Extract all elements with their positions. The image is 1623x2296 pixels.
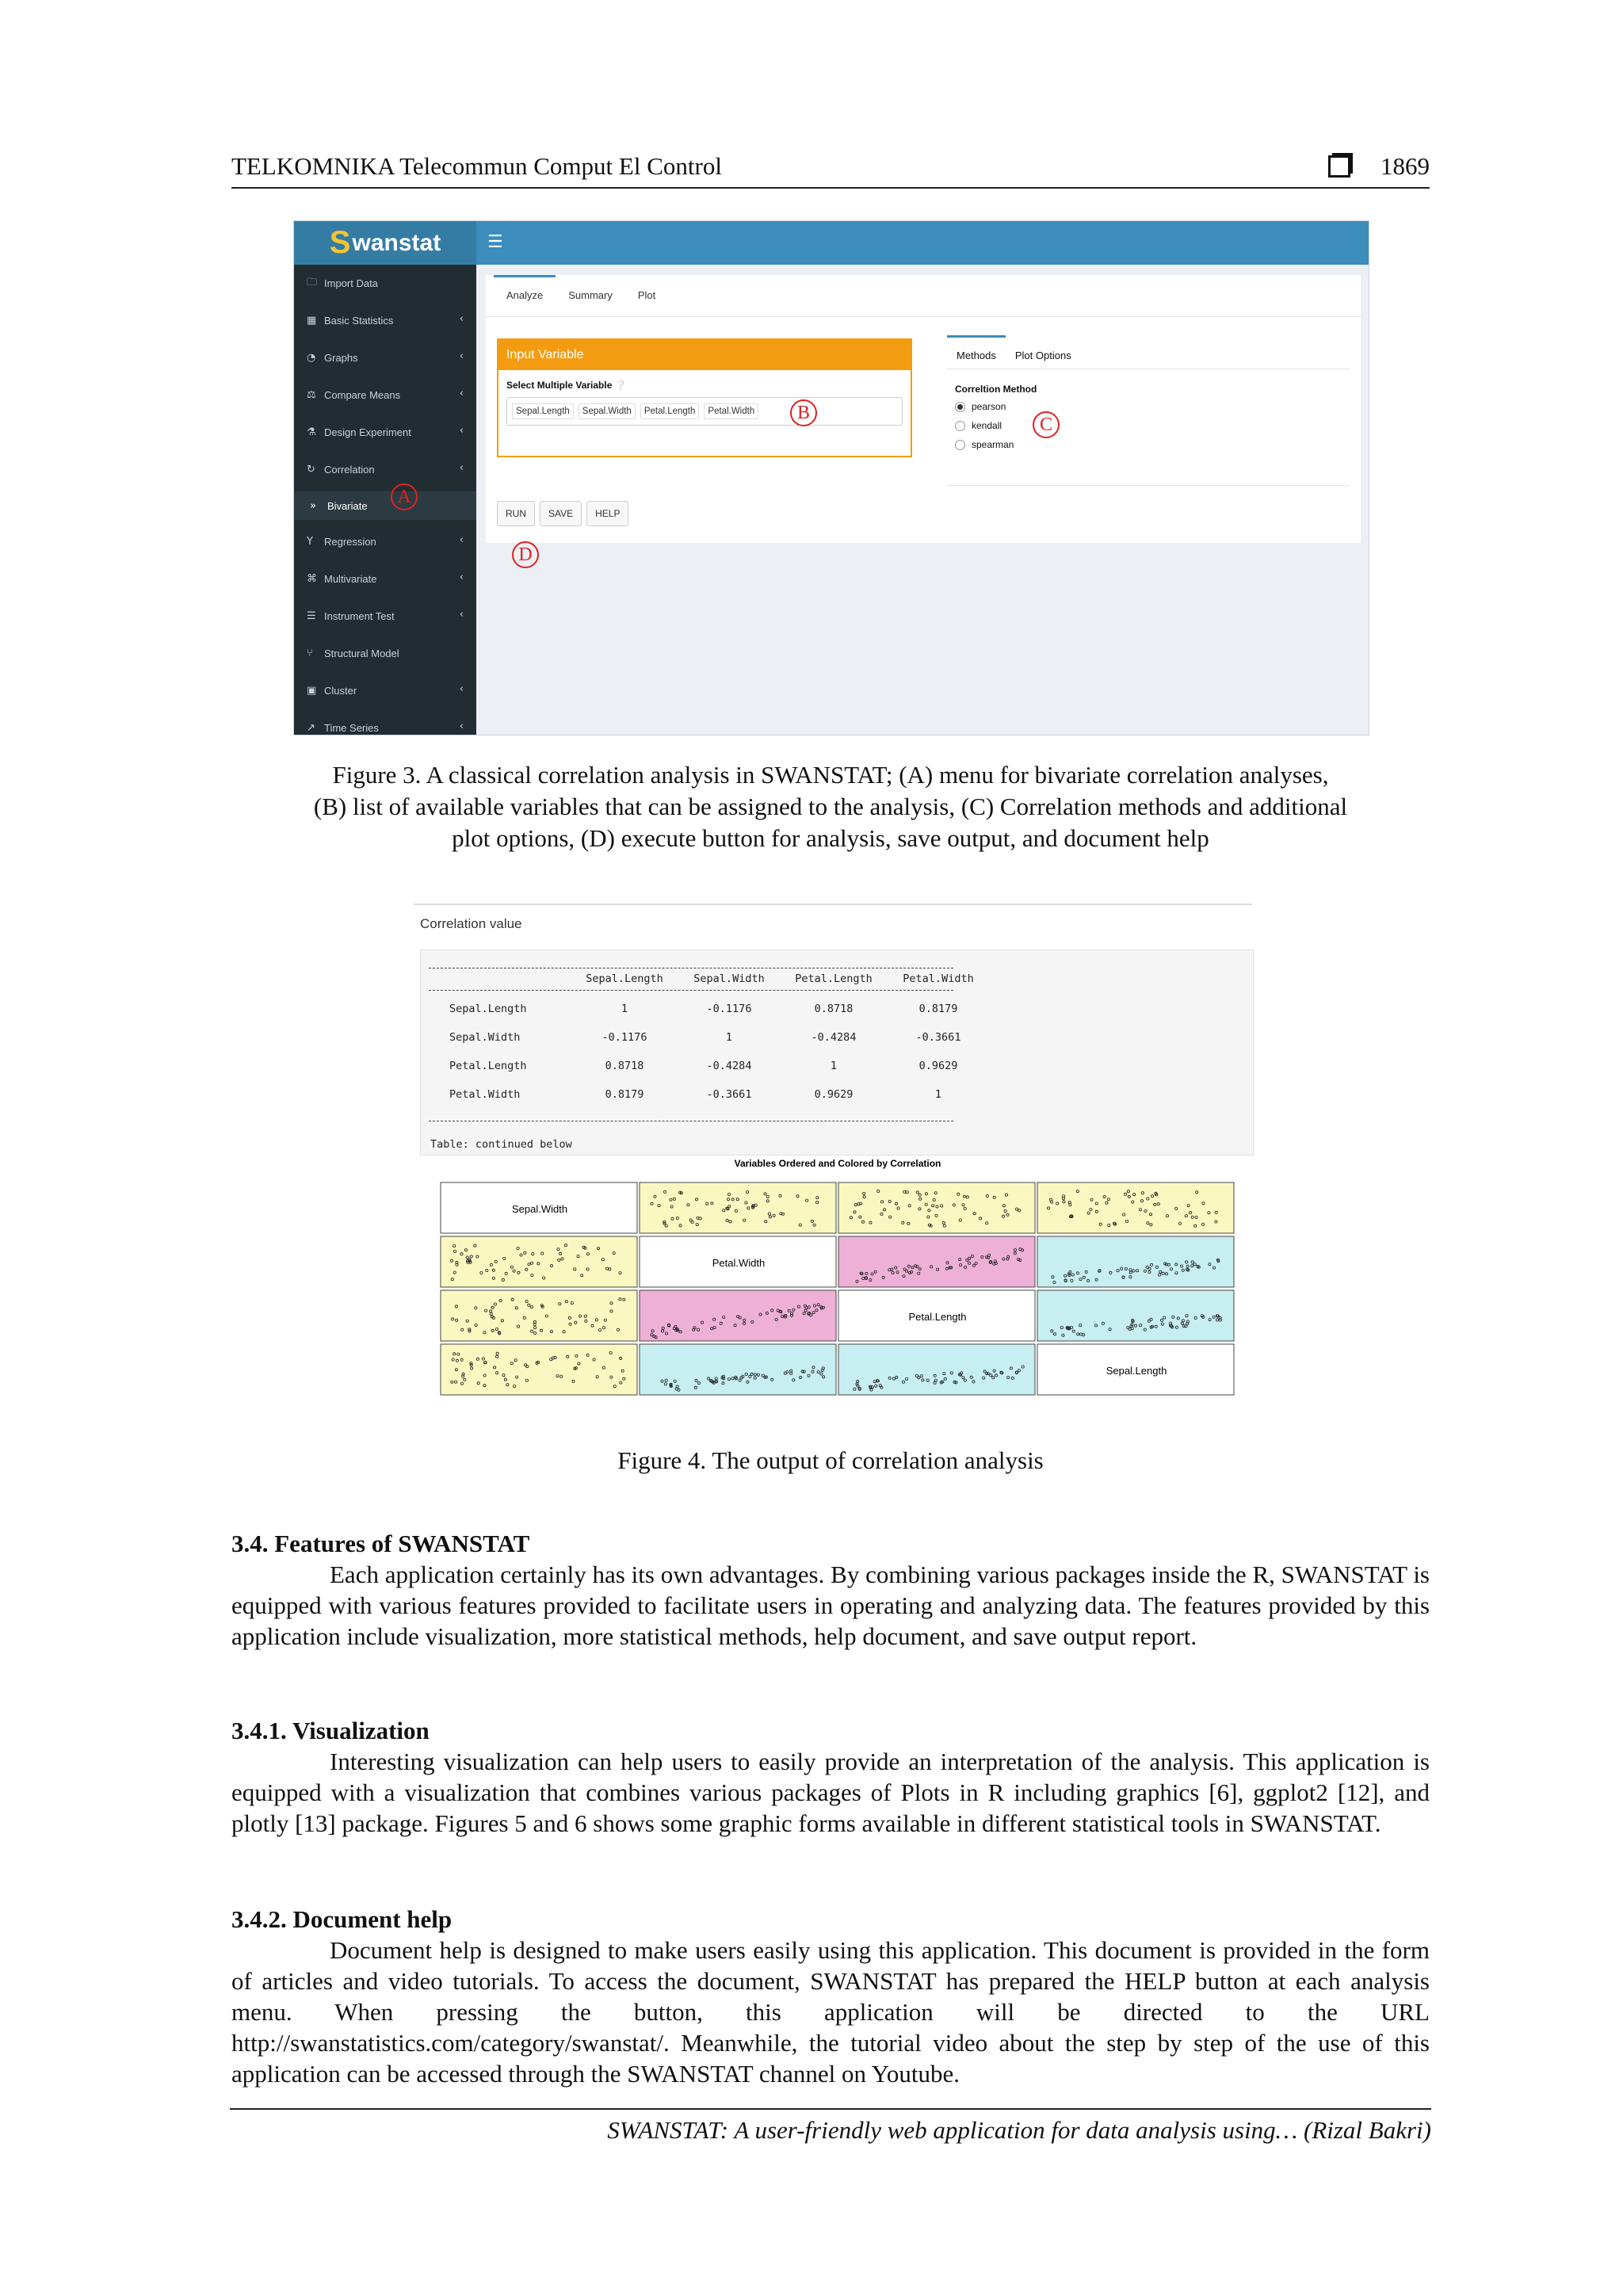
section-heading: 3.4.2. Document help: [231, 1905, 453, 1933]
chevron-left-icon: ‹: [459, 313, 464, 325]
sidebar-item-compare-means[interactable]: [294, 376, 476, 414]
table-cell: 0.9629: [918, 1060, 958, 1072]
line-chart-icon: ↗: [307, 722, 315, 734]
folder-icon: 🗀: [307, 276, 318, 288]
sidebar: [294, 265, 476, 735]
methods-tabs: [947, 335, 1350, 369]
sidebar-item-basic-statistics[interactable]: [294, 302, 476, 339]
radio-spearman[interactable]: spearman: [955, 439, 1350, 450]
table-header-cell: Sepal.Length: [586, 972, 663, 985]
top-navbar: [476, 221, 1369, 265]
pairs-scatter-panel: [1037, 1182, 1234, 1233]
tab-divider: [486, 316, 1361, 317]
sidebar-item-label: Time Series: [324, 722, 379, 734]
table-cell: 0.8718: [605, 1060, 644, 1072]
sidebar-item-label: Graphs: [324, 352, 358, 364]
marker-a: A: [391, 483, 418, 510]
pie-icon: ◔: [307, 352, 316, 364]
table-cell: -0.1176: [706, 1003, 752, 1015]
rule: [414, 904, 1252, 905]
table-header-cell: Petal.Length: [795, 972, 873, 985]
variable-chip[interactable]: Petal.Width: [704, 403, 758, 419]
chevron-left-icon: ‹: [459, 534, 464, 546]
radio-icon[interactable]: [955, 421, 965, 431]
section-visualization: [231, 1715, 1430, 1839]
sidebar-item-label: Regression: [324, 536, 376, 548]
save-button[interactable]: SAVE: [540, 501, 582, 526]
journal-title: TELKOMNIKA Telecommun Comput El Control: [231, 152, 722, 180]
sidebar-item-label: Bivariate: [327, 499, 368, 512]
sidebar-item-label: Design Experiment: [324, 426, 411, 438]
action-buttons: [497, 501, 628, 526]
sidebar-item-label: Import Data: [324, 277, 378, 289]
chevron-left-icon: ‹: [459, 350, 464, 362]
sidebar-item-label: Multivariate: [324, 573, 377, 585]
table-header-cell: Petal.Width: [903, 972, 974, 985]
section-heading: 3.4. Features of SWANSTAT: [231, 1530, 530, 1557]
chevron-left-icon: ‹: [459, 683, 464, 695]
chevron-left-icon: ‹: [459, 571, 464, 583]
sidebar-item-label: Correlation: [324, 464, 375, 476]
select-variable-label: Select Multiple Variable ❔: [506, 380, 627, 391]
table-cell: -0.4284: [811, 1031, 857, 1044]
pairs-diagonal-label: Petal.Length: [908, 1311, 967, 1323]
radio-icon[interactable]: [955, 440, 965, 450]
chevron-left-icon: ‹: [459, 720, 464, 732]
variable-chip[interactable]: Petal.Length: [640, 403, 700, 419]
tab-plot[interactable]: Plot: [637, 289, 656, 301]
pairs-scatter-panel: [1037, 1290, 1234, 1341]
running-header: [231, 152, 1430, 189]
table-cell: 0.8179: [605, 1088, 644, 1101]
sidebar-item-time-series[interactable]: [294, 709, 476, 735]
sidebar-item-import-data[interactable]: [294, 265, 476, 302]
sidebar-item-correlation[interactable]: [294, 451, 476, 488]
pairs-scatter-panel: [640, 1182, 836, 1233]
sidebar-item-label: Cluster: [324, 685, 357, 697]
table-cell: 0.9629: [814, 1088, 854, 1101]
double-chevron-icon: »: [310, 499, 316, 512]
table-footer: Table: continued below: [430, 1138, 572, 1151]
figure4-caption: Figure 4. The output of correlation analysis: [617, 1446, 1044, 1474]
help-button[interactable]: HELP: [586, 501, 628, 526]
figure3-caption: Figure 3. A classical correlation analysis in SWANSTAT; (A) menu for bivariate correlation analyses, (B) list of available variables that can be assigned to the analysis, (C) Correlation methods and additional plot options, (D) execute button for analysis, save output, and document help: [313, 761, 1348, 852]
balance-icon: ⚖: [307, 389, 316, 401]
variable-chip[interactable]: Sepal.Width: [579, 403, 636, 419]
table-cell: 0.8718: [814, 1003, 854, 1015]
marker-d: D: [512, 541, 539, 568]
page-number: 1869: [1381, 152, 1430, 180]
variable-chip[interactable]: Sepal.Length: [512, 403, 574, 419]
sidebar-item-design-experiment[interactable]: [294, 414, 476, 451]
figure3-app-screenshot: [293, 220, 1369, 735]
cluster-icon: ▣: [307, 685, 317, 697]
table-row-label: Petal.Length: [449, 1060, 527, 1072]
chevron-left-icon: ‹: [459, 609, 464, 621]
tab-analyze[interactable]: Analyze: [494, 275, 556, 316]
pairs-scatter-panel: [441, 1290, 637, 1341]
pairs-scatter-panel: [838, 1236, 1035, 1287]
table-cell: 1: [934, 1088, 942, 1101]
marker-b: B: [790, 399, 817, 426]
methods-divider: [947, 485, 1350, 486]
square-icon: [1328, 155, 1350, 178]
pairs-scatter-panel: [441, 1344, 637, 1395]
running-footer: [230, 2108, 1431, 2144]
sidebar-item-bivariate[interactable]: [294, 491, 476, 520]
sidebar-item-graphs[interactable]: [294, 339, 476, 376]
chevron-left-icon: ‹: [459, 462, 464, 474]
section-features: [231, 1528, 1430, 1652]
sidebar-item-regression[interactable]: [294, 523, 476, 560]
table-cell: -0.1176: [601, 1031, 647, 1044]
refresh-icon: ↻: [307, 464, 315, 476]
pairs-scatter-panel: [838, 1344, 1035, 1395]
tab-summary[interactable]: Summary: [568, 289, 613, 301]
pairs-plot-title: Variables Ordered and Colored by Correlation: [734, 1158, 941, 1169]
table-cell: 1: [621, 1003, 628, 1015]
input-variable-box: [497, 338, 912, 457]
radio-pearson[interactable]: pearson: [955, 401, 1350, 412]
sidebar-item-label: Structural Model: [324, 648, 399, 659]
sidebar-item-label: Basic Statistics: [324, 315, 394, 327]
pairs-diagonal-label: Petal.Width: [712, 1257, 766, 1269]
run-button[interactable]: RUN: [497, 501, 535, 526]
pairs-diagonal-label: Sepal.Length: [1106, 1365, 1167, 1377]
table-cell: 1: [725, 1031, 733, 1044]
table-row-label: Sepal.Length: [449, 1003, 527, 1015]
share-icon: ⑂: [307, 648, 313, 659]
marker-c: C: [1033, 411, 1060, 438]
radio-icon[interactable]: [955, 402, 965, 412]
pairs-scatter-panel: [640, 1290, 836, 1341]
sidebar-item-label: Compare Means: [324, 389, 401, 401]
table-cell: -0.3661: [915, 1031, 961, 1044]
tab-plot-options[interactable]: Plot Options: [1014, 350, 1071, 361]
paragraph: Document help is designed to make users easily using this application. This document is provided in the form of articles and video tutorials. To access the document, SWANSTAT has prepared the HELP button at each analysis menu. When pressing the button, this application will be directed to the URL http://swanstatistics.com/category/swanstat/. Meanwhile, the tutorial video about the step by step of the use of this application can be accessed through the SWANSTAT channel on Youtube.: [231, 1936, 1430, 2088]
table-cell: 0.8179: [918, 1003, 958, 1015]
input-box-title: Input Variable: [498, 340, 911, 370]
help-icon[interactable]: ❔: [614, 380, 627, 391]
chevron-left-icon: ‹: [459, 388, 464, 399]
figure4-correlation-output: [414, 904, 1252, 1157]
correlation-method-label: Correltion Method: [955, 384, 1037, 395]
main-panel: [486, 275, 1361, 543]
tab-methods[interactable]: Methods: [947, 335, 1006, 369]
table-cell: -0.3661: [706, 1088, 752, 1101]
correlation-table: [420, 949, 1254, 1156]
table-row-label: Petal.Width: [449, 1088, 521, 1101]
y-icon: Y: [307, 536, 313, 548]
methods-box: [947, 335, 1350, 486]
sidebar-item-label: Instrument Test: [324, 610, 395, 622]
radio-kendall[interactable]: kendall: [955, 420, 1350, 431]
table-rule: [429, 990, 953, 991]
sidebar-item-instrument-test[interactable]: [294, 598, 476, 635]
footer-text: SWANSTAT: A user-friendly web application for data analysis using… (Rizal Bakri): [607, 2116, 1431, 2144]
sidebar-item-structural-model[interactable]: [294, 635, 476, 672]
chevron-left-icon: ‹: [459, 425, 464, 437]
list-icon: ☰: [307, 610, 316, 622]
table-cell: -0.4284: [706, 1060, 752, 1072]
pairs-plot-svg: [430, 1157, 1246, 1419]
flask-icon: ⚗: [307, 426, 316, 438]
paragraph: Each application certainly has its own advantages. By combining various packages inside the R, SWANSTAT is equipped with various features provided to facilitate users in operating and analyzing data. The features provided by this application include visualization, more statistical methods, help document, and save output report.: [231, 1561, 1430, 1650]
table-row-label: Sepal.Width: [449, 1031, 521, 1044]
section-document-help: [231, 1904, 1430, 2089]
pairs-scatter-panel: [441, 1236, 637, 1287]
paragraph: Interesting visualization can help users to easily provide an interpretation of the analysis. This application is equipped with a visualization that combines various packages of Plots in R including graphics [6], ggplot2 [12], and plotly [13] package. Figures 5 and 6 shows some graphic forms available in different statistical tools in SWANSTAT.: [231, 1748, 1430, 1837]
section-heading: 3.4.1. Visualization: [231, 1717, 430, 1744]
grid-icon: ▦: [307, 315, 317, 327]
table-header-cell: Sepal.Width: [693, 972, 765, 985]
pairs-scatter-panel: [640, 1344, 836, 1395]
table-cell: 1: [830, 1060, 838, 1072]
sidebar-item-cluster[interactable]: [294, 672, 476, 709]
hamburger-icon[interactable]: ☰: [487, 232, 503, 252]
correlation-value-title: Correlation value: [420, 916, 522, 931]
main-tabs: [494, 275, 668, 316]
app-logo[interactable]: S wanstat: [294, 221, 476, 265]
pairs-diagonal-label: Sepal.Width: [511, 1203, 568, 1215]
pairs-plot: [430, 1157, 1246, 1419]
sidebar-item-multivariate[interactable]: [294, 560, 476, 598]
network-icon: ⌘: [307, 573, 317, 585]
variable-select-input[interactable]: [506, 397, 903, 426]
